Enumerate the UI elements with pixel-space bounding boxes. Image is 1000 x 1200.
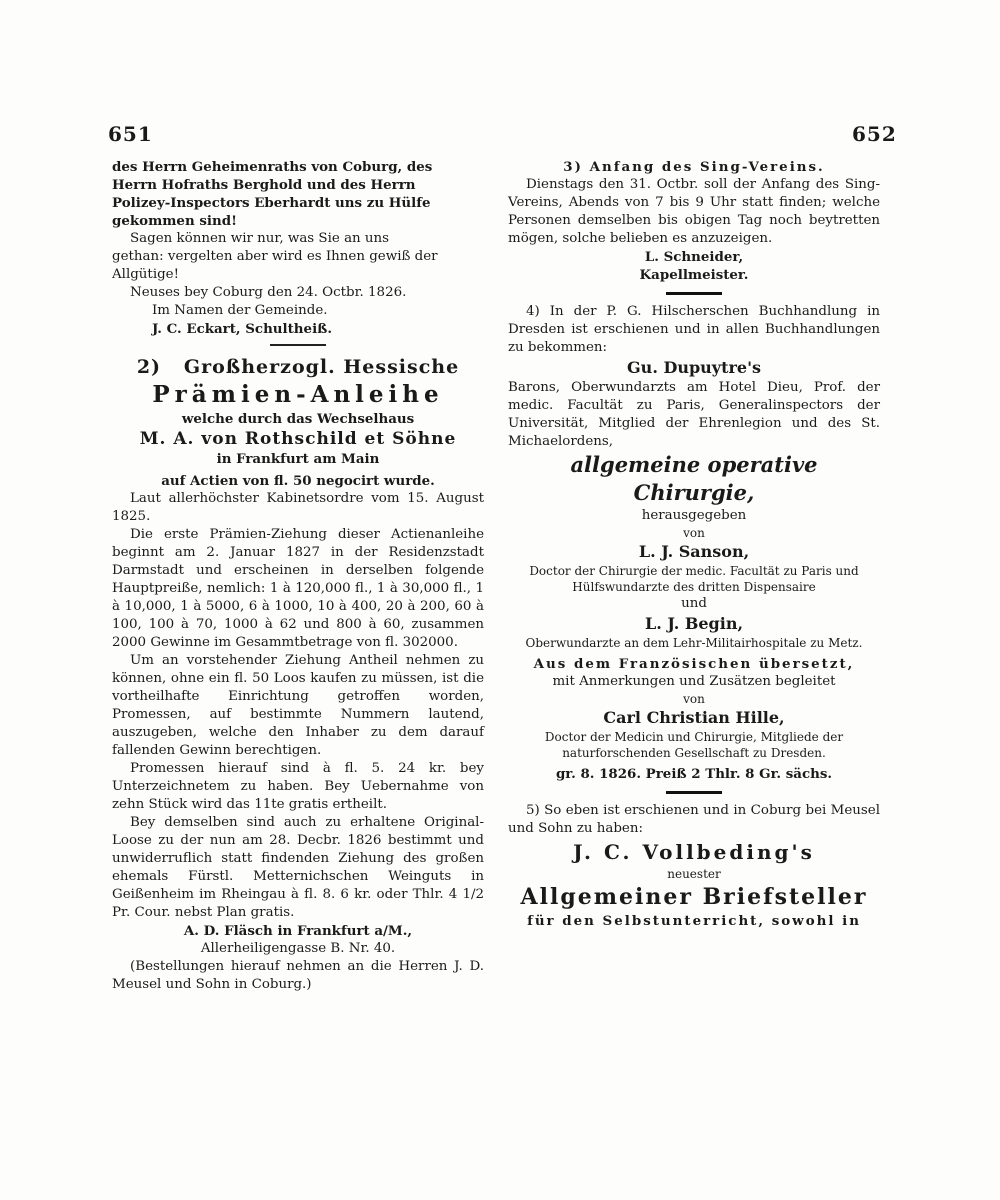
ad-2-para-1: Laut allerhöchster Kabinetsordre vom 15. August 1825. xyxy=(112,491,484,524)
ad-2-orders: (Bestellungen hierauf nehmen an die Herren J. D. Meusel und Sohn in Coburg.) xyxy=(112,959,484,992)
text-line: Allgütige! xyxy=(112,267,179,282)
ad-4-translator: Carl Christian Hille, xyxy=(603,708,785,727)
signature: J. C. Eckart, Schultheiß. xyxy=(152,321,332,337)
community-line: Im Namen der Gemeinde. xyxy=(152,303,328,318)
ad-5-intro: 5) So eben ist erschienen und in Coburg bei Meusel und Sohn zu haben: xyxy=(508,803,880,836)
ad-4 xyxy=(508,303,880,783)
ad-4-price: gr. 8. 1826. Preiß 2 Thlr. 8 Gr. sächs. xyxy=(555,766,833,782)
ad-4-translated: Aus dem Französischen übersetzt, xyxy=(533,656,855,672)
text-line: gekommen sind! xyxy=(112,213,237,229)
ad-2-para-5: Bey demselben sind auch zu erhaltene Original-Loose zu der nun am 28. Decbr. 1826 bestimmt und unwiderruflich statt findenden Ziehung des großen ehemals Fürstl. Metternichschen Weinguts in Geißenheim im Rheingau à fl. 8. 6 kr. oder Thlr. 4 1/2 Pr. Cour. nebst Plan gratis. xyxy=(112,815,484,920)
ad-4-und: und xyxy=(681,596,707,611)
divider xyxy=(666,292,722,295)
text-line: Herrn Hofraths Berghold und des Herrn xyxy=(112,177,416,193)
page-number-left: 651 xyxy=(108,122,153,146)
ad-2-line-4: auf Actien von fl. 50 negocirt wurde. xyxy=(161,473,435,489)
ad-2-sig-1: A. D. Fläsch in Frankfurt a/M., xyxy=(183,923,413,939)
ad-4-author-desc: Barons, Oberwundarzts am Hotel Dieu, Prof. der medic. Facultät zu Paris, Generalinspectors der Universität, Mitglied der Ehrenlegion und des St. Michaelordens, xyxy=(508,380,880,449)
page-number-right: 652 xyxy=(852,122,897,146)
text-line: Sagen können wir nur, was Sie an uns xyxy=(130,231,390,246)
right-column xyxy=(508,158,880,930)
ad-number: 2) xyxy=(136,356,162,378)
ad-2-sig-2: Allerheiligengasse B. Nr. 40. xyxy=(200,941,396,956)
ad-4-editor-1-desc: Doctor der Chirurgie der medic. Facultät zu Paris und Hülfswundarzte des dritten Dispensaire xyxy=(529,564,859,594)
text-line: des Herrn Geheimenraths von Coburg, des xyxy=(112,159,433,175)
ad-4-translator-desc: Doctor der Medicin und Chirurgie, Mitgliede der naturforschenden Gesellschaft zu Dresden. xyxy=(544,730,844,760)
ad-2-para-4: Promessen hierauf sind à fl. 5. 24 kr. bey Unterzeichnetem zu haben. Bey Uebernahme von zehn Stück wird das 11te gratis ertheilt. xyxy=(112,761,484,812)
ad-4-editor-1: L. J. Sanson, xyxy=(638,542,750,561)
ad-3 xyxy=(508,158,880,284)
divider xyxy=(270,344,326,346)
text-line: Polizey-Inspectors Eberhardt uns zu Hülfe xyxy=(112,195,431,211)
ad-2 xyxy=(112,354,484,994)
ad-2-line-2: M. A. von Rothschild et Söhne xyxy=(139,429,457,449)
ad-2-para-3: Um an vorstehender Ziehung Antheil nehmen zu können, ohne ein fl. 50 Loos kaufen zu müssen, ist die vortheilhafte Einrichtung getroffen worden, Promessen, auf bestimmte Nummern lautend, auszugeben, welche den Inhaber zu dem darauf fallenden Gewinn berechtigen. xyxy=(112,653,484,758)
ad-2-title-2: Prämien-Anleihe xyxy=(152,381,444,408)
ad-2-line-3: in Frankfurt am Main xyxy=(216,451,380,467)
ad-4-notes: mit Anmerkungen und Zusätzen begleitet xyxy=(552,674,836,689)
ad-2-para-2: Die erste Prämien-Ziehung dieser Actienanleihe beginnt am 2. Januar 1827 in der Residenzstadt Darmstadt und erscheinen in derselben folgende Hauptpreiße, nemlich: 1 à 120,000 fl., 1 à 30,000 fl., 1 à 10,000, 1 à 5000, 6 à 1000, 10 à 400, 20 à 200, 60 à 100, 100 à 70, 1000 à 62 und 800 à 60, zusammen 2000 Gewinne im Gesammtbetrage von fl. 302000. xyxy=(112,527,484,650)
ad-4-von-1: von xyxy=(683,526,705,540)
ad-3-sig-1: L. Schneider, xyxy=(644,249,744,265)
divider xyxy=(666,791,722,794)
ad-4-editor-2-desc: Oberwundarzte an dem Lehr-Militairhospitale zu Metz. xyxy=(525,636,863,650)
place-date: Neuses bey Coburg den 24. Octbr. 1826. xyxy=(130,285,407,300)
ad-4-author: Gu. Dupuytre's xyxy=(627,358,761,377)
ad-5 xyxy=(508,802,880,930)
ad-5-author: J. C. Vollbeding's xyxy=(573,840,815,864)
ad-3-body: Dienstags den 31. Octbr. soll der Anfang des Sing-Vereins, Abends von 7 bis 9 Uhr statt finden; welche Personen demselben bis obigen Tag noch beytretten mögen, solche belieben es anzuzeigen. xyxy=(508,177,880,246)
ad-5-title: Allgemeiner Briefsteller xyxy=(520,884,868,910)
thanks-text xyxy=(112,230,484,284)
ad-2-line-1: welche durch das Wechselhaus xyxy=(181,411,415,427)
ad-4-editor-intro: herausgegeben xyxy=(641,508,747,523)
text-line: gethan: vergelten aber wird es Ihnen gewiß der xyxy=(112,249,438,264)
ad-4-intro: 4) In der P. G. Hilscherschen Buchhandlung in Dresden ist erschienen und in allen Buchhandlungen zu bekommen: xyxy=(508,304,880,355)
ad-3-sig-2: Kapellmeister. xyxy=(639,267,749,283)
ad-4-title: allgemeine operative Chirurgie, xyxy=(570,452,818,505)
ad-4-editor-2: L. J. Begin, xyxy=(644,614,744,633)
ad-4-von-2: von xyxy=(683,692,705,706)
intro-text xyxy=(112,158,484,230)
left-column xyxy=(112,158,484,994)
ad-2-title-1 xyxy=(112,354,484,380)
ad-5-neuester: neuester xyxy=(667,867,721,881)
ad-3-heading: 3) Anfang des Sing-Vereins. xyxy=(563,159,825,175)
ad-5-subtitle: für den Selbstunterricht, sowohl in xyxy=(527,913,861,929)
ad-title-text: Großherzogl. Hessische xyxy=(183,356,460,378)
